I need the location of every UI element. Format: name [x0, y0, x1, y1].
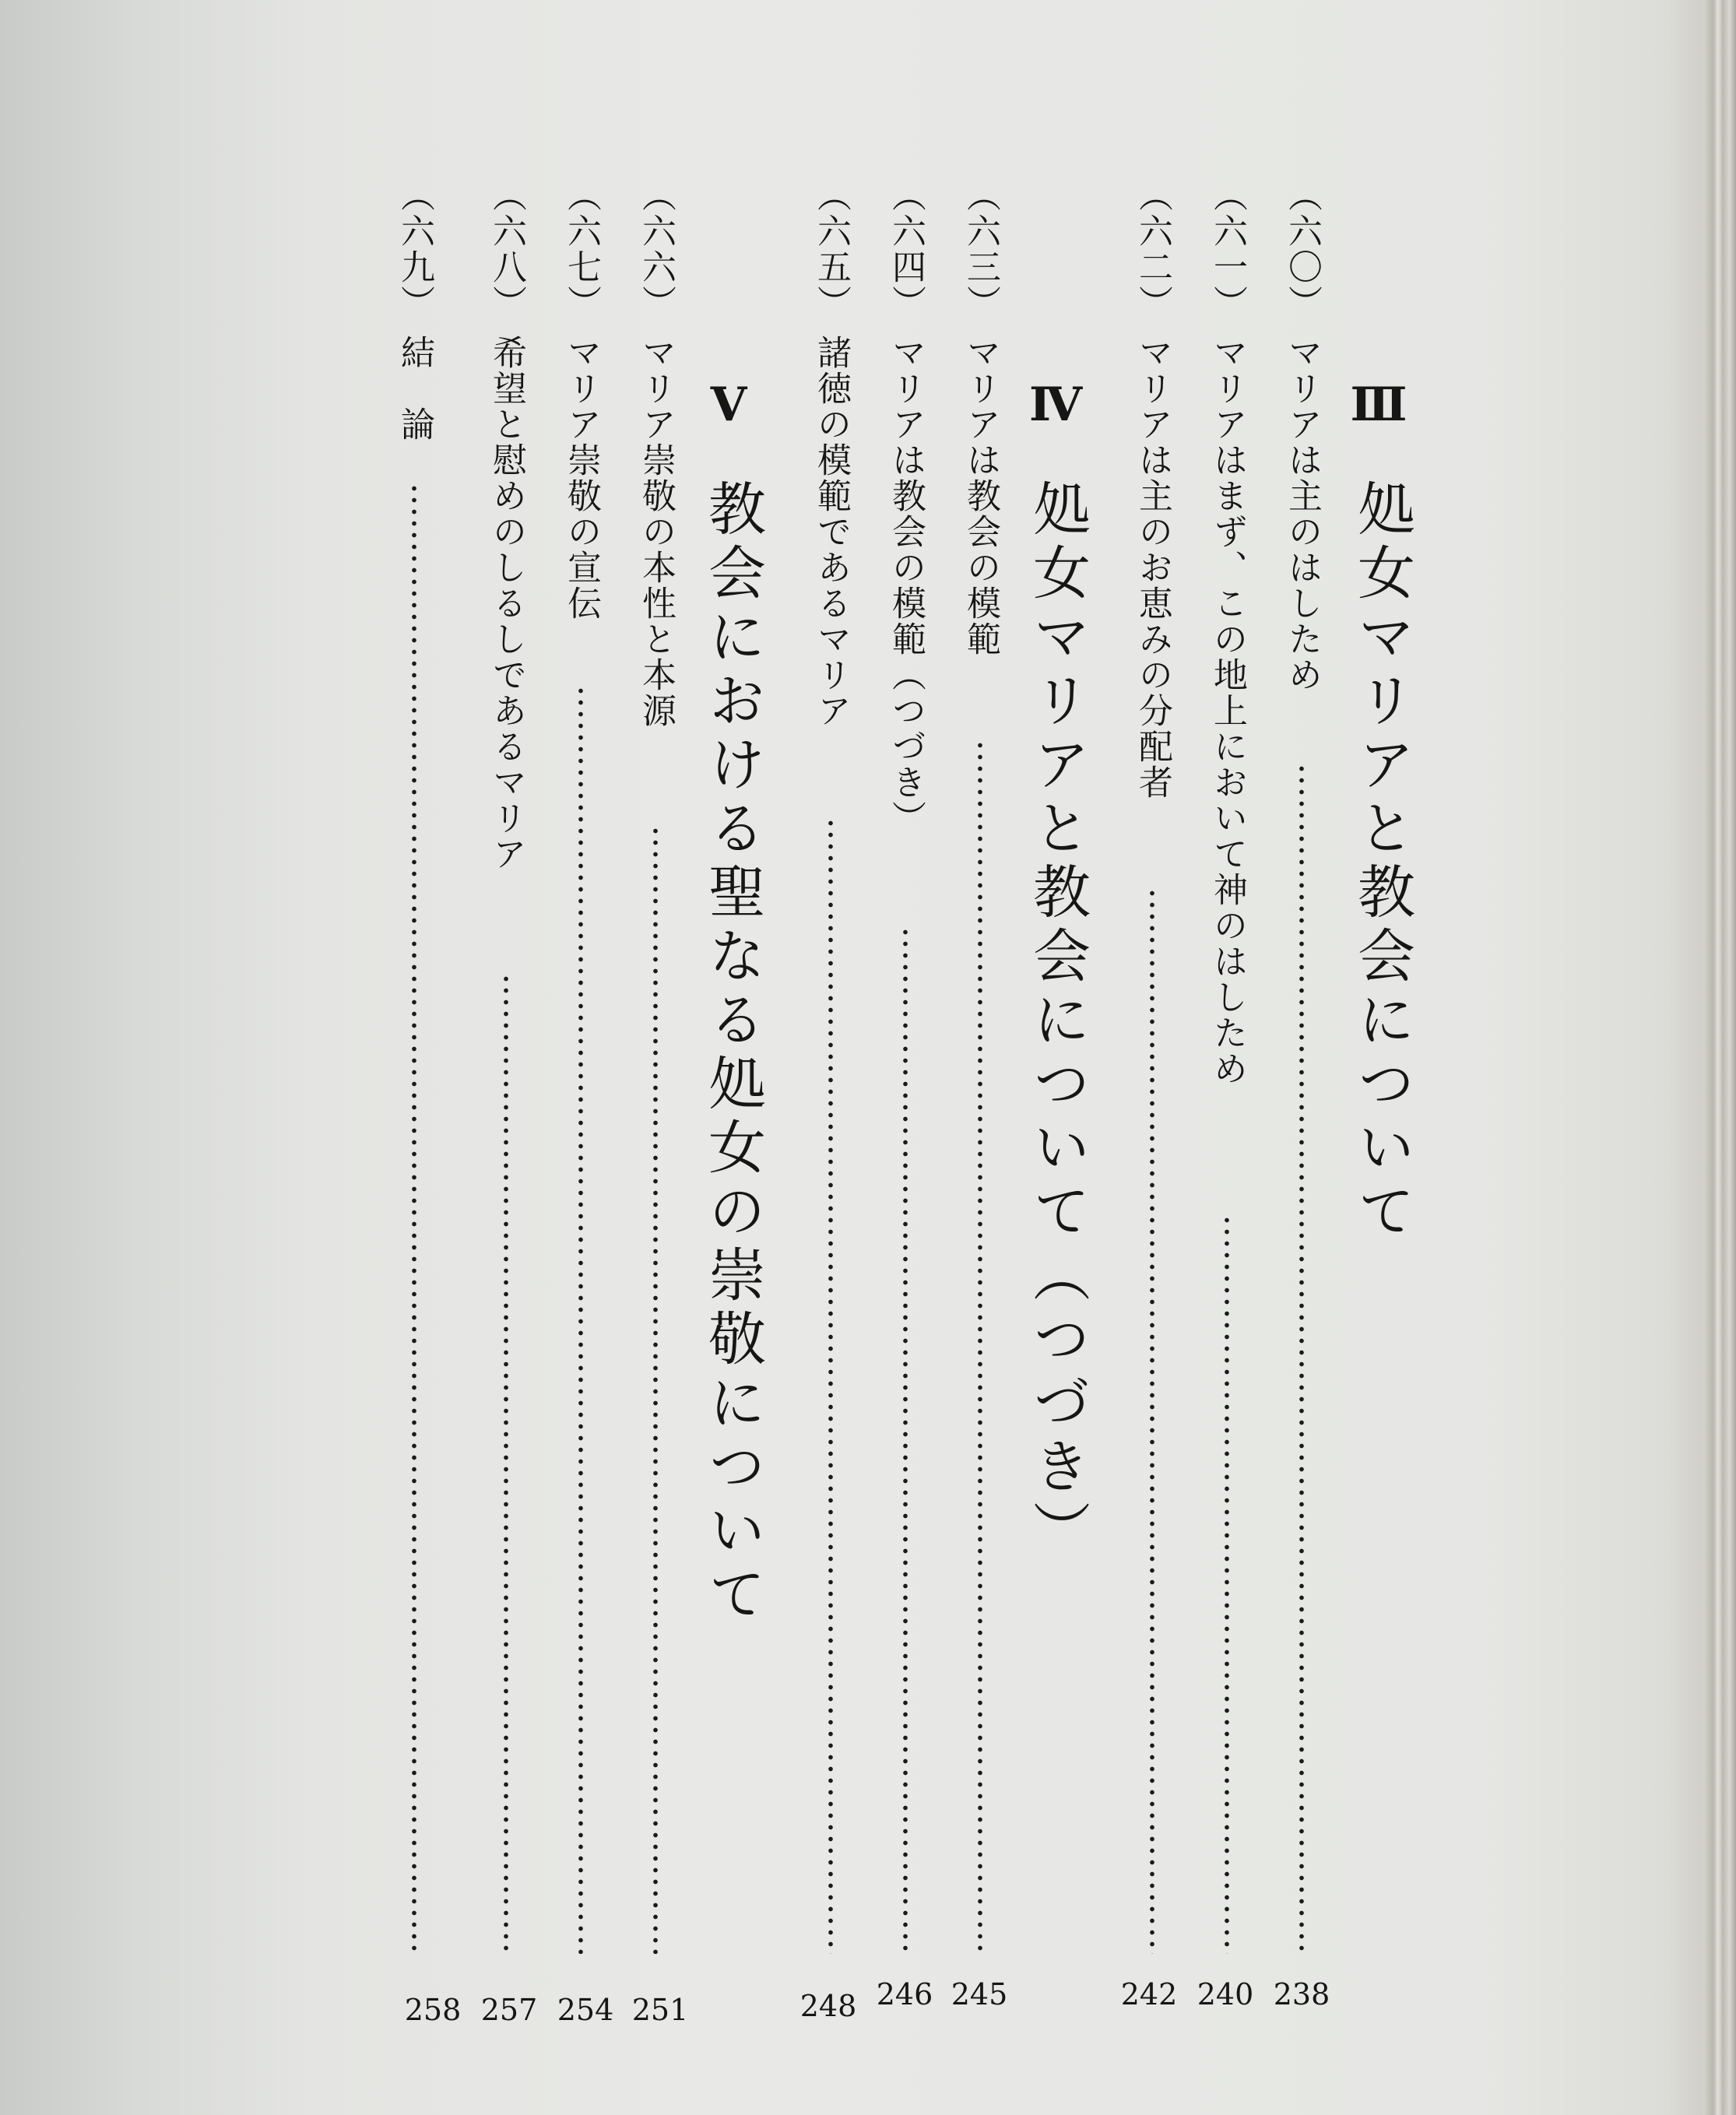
- toc-entry-61[interactable]: [1202, 177, 1252, 1087]
- dot-leader: [504, 973, 508, 1954]
- toc-entry-67[interactable]: [556, 177, 606, 621]
- dot-leader: [978, 740, 982, 1954]
- dot-leader: [903, 926, 908, 1954]
- entry-title: マリアは主のはしため: [1282, 335, 1322, 693]
- entry-title: マリアは教会の模範（つづき）: [886, 335, 926, 836]
- section-3-roman-numeral: Ⅲ: [1350, 378, 1406, 432]
- entry-title: マリアは教会の模範: [961, 335, 1000, 657]
- toc-entry-62[interactable]: [1127, 177, 1177, 800]
- toc-entry-65[interactable]: [806, 177, 856, 729]
- page-number: 246: [876, 1977, 933, 2011]
- section-4-roman-numeral: Ⅳ: [1028, 378, 1081, 432]
- page-number: 238: [1273, 1977, 1330, 2011]
- page-number: 258: [404, 1993, 462, 2027]
- section-3-heading: 処女マリアと教会について: [1348, 479, 1415, 1245]
- toc-entry-64[interactable]: [880, 177, 930, 836]
- entry-number: （六〇）: [1282, 177, 1322, 321]
- section-4-heading: 処女マリアと教会について（つづき）: [1024, 479, 1091, 1564]
- page-number: 251: [631, 1993, 689, 2027]
- dot-leader: [653, 825, 658, 1954]
- toc-entry-68[interactable]: [481, 177, 531, 872]
- entry-number: （六一）: [1207, 177, 1247, 321]
- entry-number: （六五）: [811, 177, 851, 321]
- entry-title: マリア崇敬の本性と本源: [636, 335, 676, 729]
- dot-leader: [1225, 1214, 1229, 1954]
- page-number: 248: [799, 1989, 857, 2023]
- page-number: 242: [1120, 1977, 1178, 2011]
- section-5-roman-numeral: Ⅴ: [710, 378, 746, 432]
- entry-title: マリアはまず、この地上において神のはしため: [1207, 335, 1247, 1087]
- entry-number: （六二）: [1133, 177, 1172, 321]
- toc-entry-60[interactable]: [1277, 177, 1327, 693]
- dot-leader: [1150, 887, 1154, 1954]
- book-page-edge: [1703, 0, 1736, 2115]
- dot-leader: [578, 685, 583, 1954]
- toc-entry-69[interactable]: [389, 177, 439, 442]
- entry-number: （六七）: [561, 177, 601, 321]
- toc-entry-63[interactable]: [955, 177, 1005, 657]
- entry-title: マリア崇敬の宣伝: [561, 335, 601, 621]
- entry-number: （六九）: [395, 177, 434, 321]
- entry-number: （六四）: [886, 177, 926, 321]
- entry-number: （六三）: [961, 177, 1000, 321]
- dot-leader: [412, 483, 416, 1954]
- entry-title: 希望と慰めのしるしであるマリア: [487, 335, 526, 872]
- dot-leader: [828, 817, 833, 1954]
- page-number: 245: [951, 1977, 1008, 2011]
- toc-entry-66[interactable]: [631, 177, 680, 729]
- entry-title: マリアは主のお恵みの分配者: [1133, 335, 1172, 800]
- entry-number: （六六）: [636, 177, 676, 321]
- section-5-heading: 教会における聖なる処女の崇敬について: [699, 479, 766, 1628]
- entry-title: 諸徳の模範であるマリア: [811, 335, 851, 729]
- page-number: 240: [1197, 1977, 1254, 2011]
- page-number: 257: [480, 1993, 538, 2027]
- page-number: 254: [557, 1993, 614, 2027]
- dot-leader: [1299, 763, 1304, 1954]
- entry-title: 結 論: [395, 335, 434, 442]
- entry-number: （六八）: [487, 177, 526, 321]
